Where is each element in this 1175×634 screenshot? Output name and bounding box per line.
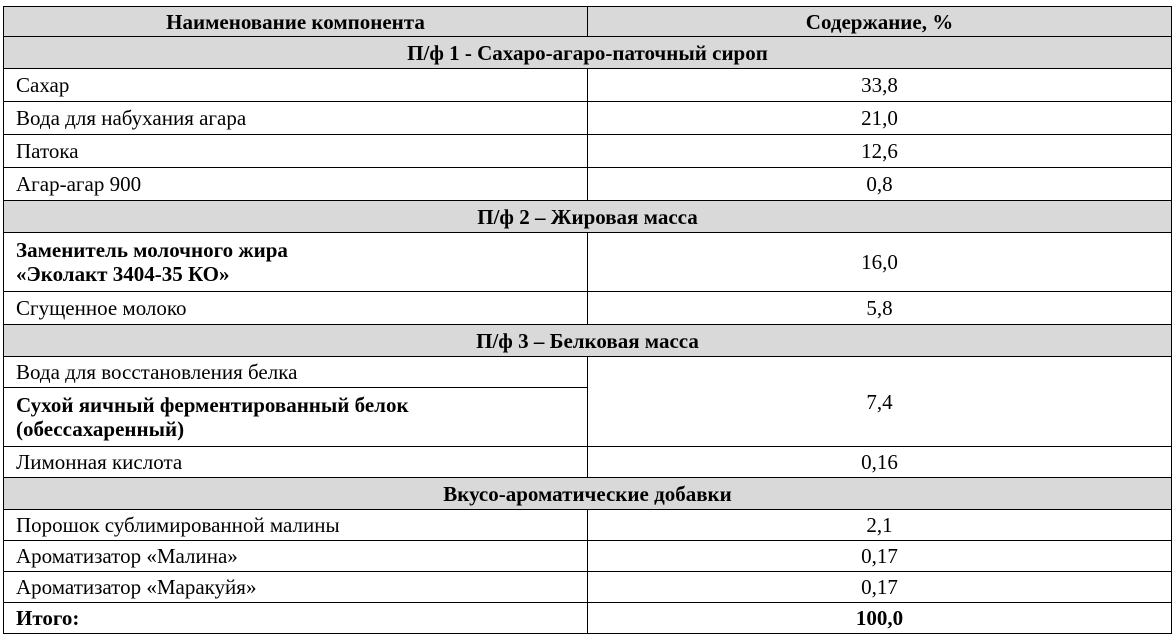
table-row [4,69,1172,102]
section-row [4,478,1172,510]
section-row [4,37,1172,69]
component-name: Патока [4,135,588,168]
component-name-line: «Эколакт 3404-35 КО» [16,262,230,286]
component-value: 0,17 [588,572,1172,603]
component-name-line: (обессахаренный) [16,417,185,441]
table-row [4,168,1172,201]
component-name: Лимонная кислота [4,447,588,478]
component-name-line: Заменитель молочного жира [16,238,288,262]
component-name: Вода для набухания агара [4,102,588,135]
table-row [4,572,1172,603]
header-name: Наименование компонента [4,7,588,37]
component-name [4,388,588,447]
component-value: 0,16 [588,447,1172,478]
section-title: П/ф 1 - Сахаро-агаро-паточный сироп [4,37,1172,69]
component-name: Вода для восстановления белка [4,357,588,388]
total-row [4,603,1172,634]
component-value: 0,8 [588,168,1172,201]
component-name: Ароматизатор «Малина» [4,541,588,572]
section-title: П/ф 2 – Жировая масса [4,201,1172,233]
component-value: 0,17 [588,541,1172,572]
composition-table [3,6,1172,634]
table-row [4,292,1172,325]
section-title: Вкусо-ароматические добавки [4,478,1172,510]
section-title: П/ф 3 – Белковая масса [4,325,1172,357]
component-name: Сгущенное молоко [4,292,588,325]
table-row [4,233,1172,292]
component-value: 16,0 [588,233,1172,292]
table-row [4,447,1172,478]
component-name: Ароматизатор «Маракуйя» [4,572,588,603]
component-value: 5,8 [588,292,1172,325]
section-row [4,325,1172,357]
component-name-line: Сухой яичный ферментированный белок [16,393,409,417]
table-row [4,541,1172,572]
header-value: Содержание, % [588,7,1172,37]
table-row [4,357,1172,388]
component-value: 33,8 [588,69,1172,102]
component-value: 2,1 [588,510,1172,541]
table-row [4,135,1172,168]
component-name: Сахар [4,69,588,102]
section-row [4,201,1172,233]
component-value-merged: 7,4 [588,357,1172,447]
component-name [4,233,588,292]
header-row [4,7,1172,37]
component-name: Агар-агар 900 [4,168,588,201]
table-row [4,510,1172,541]
total-value: 100,0 [588,603,1172,634]
total-label: Итого: [4,603,588,634]
component-name: Порошок сублимированной малины [4,510,588,541]
table-row [4,102,1172,135]
component-value: 12,6 [588,135,1172,168]
component-value: 21,0 [588,102,1172,135]
